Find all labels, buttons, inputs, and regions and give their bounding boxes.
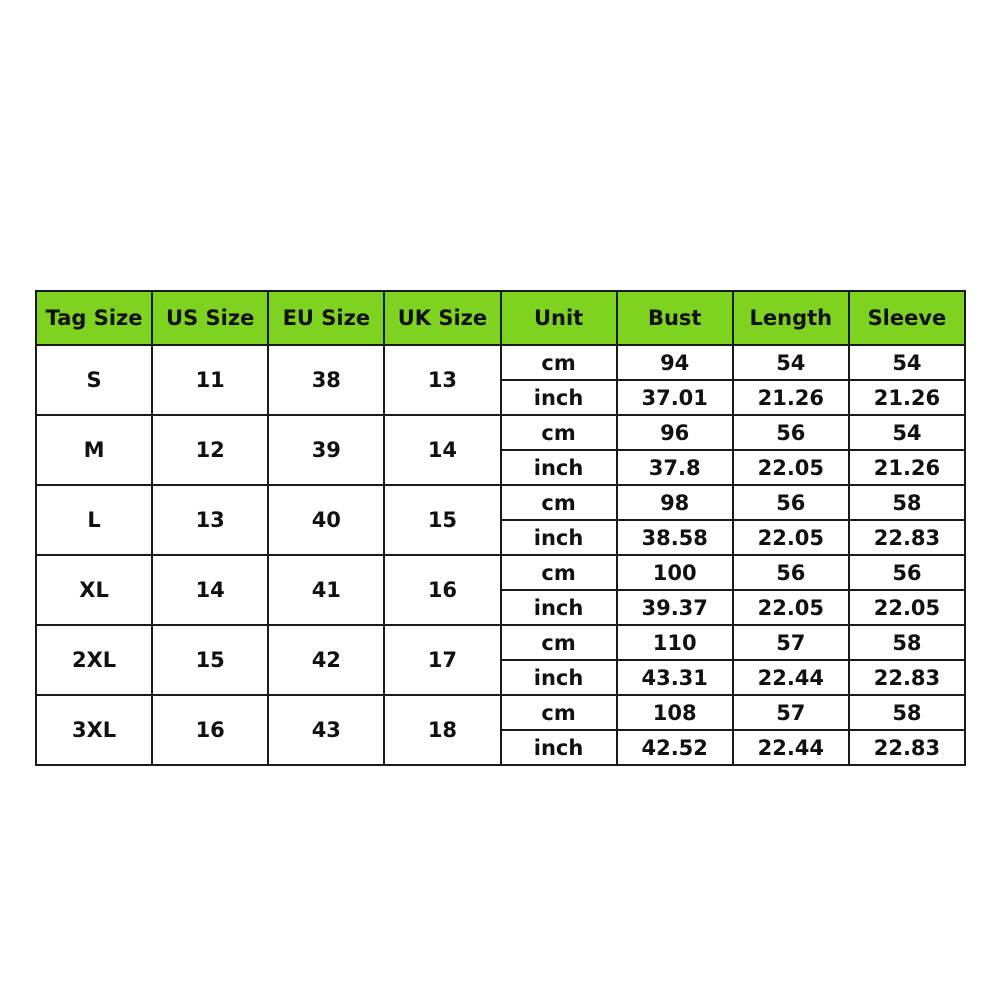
table-row xyxy=(36,625,965,660)
length-cell: 54 xyxy=(733,345,849,380)
unit-cell: cm xyxy=(501,555,617,590)
us-size-cell: 11 xyxy=(152,345,268,415)
table-row xyxy=(36,485,965,520)
unit-cell: cm xyxy=(501,345,617,380)
eu-size-cell: 38 xyxy=(268,345,384,415)
sleeve-header: Sleeve xyxy=(849,291,965,345)
table-row xyxy=(36,345,965,380)
unit-cell: inch xyxy=(501,520,617,555)
tag-size-cell: XL xyxy=(36,555,152,625)
bust-cell: 94 xyxy=(617,345,733,380)
bust-cell: 39.37 xyxy=(617,590,733,625)
sleeve-cell: 22.83 xyxy=(849,520,965,555)
us-size-cell: 13 xyxy=(152,485,268,555)
sleeve-cell: 56 xyxy=(849,555,965,590)
sleeve-cell: 22.05 xyxy=(849,590,965,625)
us-size-cell: 14 xyxy=(152,555,268,625)
uk-size-cell: 18 xyxy=(384,695,500,765)
uk-size-header: UK Size xyxy=(384,291,500,345)
sleeve-cell: 58 xyxy=(849,695,965,730)
length-cell: 57 xyxy=(733,695,849,730)
uk-size-cell: 13 xyxy=(384,345,500,415)
length-cell: 22.05 xyxy=(733,520,849,555)
sleeve-cell: 21.26 xyxy=(849,380,965,415)
length-cell: 56 xyxy=(733,415,849,450)
bust-cell: 43.31 xyxy=(617,660,733,695)
tag-size-cell: 2XL xyxy=(36,625,152,695)
unit-header: Unit xyxy=(501,291,617,345)
tag-size-cell: M xyxy=(36,415,152,485)
eu-size-header: EU Size xyxy=(268,291,384,345)
unit-cell: inch xyxy=(501,450,617,485)
table-row xyxy=(36,555,965,590)
eu-size-cell: 43 xyxy=(268,695,384,765)
unit-cell: cm xyxy=(501,695,617,730)
unit-cell: cm xyxy=(501,415,617,450)
size-chart-table xyxy=(35,290,966,766)
us-size-header: US Size xyxy=(152,291,268,345)
length-cell: 22.44 xyxy=(733,730,849,765)
unit-cell: inch xyxy=(501,660,617,695)
length-cell: 22.44 xyxy=(733,660,849,695)
sleeve-cell: 22.83 xyxy=(849,730,965,765)
tag-size-cell: 3XL xyxy=(36,695,152,765)
bust-cell: 96 xyxy=(617,415,733,450)
sleeve-cell: 54 xyxy=(849,345,965,380)
unit-cell: inch xyxy=(501,590,617,625)
bust-cell: 108 xyxy=(617,695,733,730)
tag-size-cell: L xyxy=(36,485,152,555)
bust-header: Bust xyxy=(617,291,733,345)
tag-size-header: Tag Size xyxy=(36,291,152,345)
unit-cell: inch xyxy=(501,730,617,765)
bust-cell: 42.52 xyxy=(617,730,733,765)
tag-size-cell: S xyxy=(36,345,152,415)
eu-size-cell: 42 xyxy=(268,625,384,695)
bust-cell: 38.58 xyxy=(617,520,733,555)
length-cell: 57 xyxy=(733,625,849,660)
unit-cell: inch xyxy=(501,380,617,415)
sleeve-cell: 54 xyxy=(849,415,965,450)
table-header xyxy=(36,291,965,345)
us-size-cell: 15 xyxy=(152,625,268,695)
us-size-cell: 16 xyxy=(152,695,268,765)
bust-cell: 110 xyxy=(617,625,733,660)
length-cell: 56 xyxy=(733,485,849,520)
uk-size-cell: 14 xyxy=(384,415,500,485)
eu-size-cell: 41 xyxy=(268,555,384,625)
table-row xyxy=(36,695,965,730)
bust-cell: 100 xyxy=(617,555,733,590)
table-body xyxy=(36,345,965,765)
unit-cell: cm xyxy=(501,625,617,660)
length-header: Length xyxy=(733,291,849,345)
eu-size-cell: 39 xyxy=(268,415,384,485)
eu-size-cell: 40 xyxy=(268,485,384,555)
length-cell: 56 xyxy=(733,555,849,590)
bust-cell: 98 xyxy=(617,485,733,520)
uk-size-cell: 16 xyxy=(384,555,500,625)
length-cell: 22.05 xyxy=(733,450,849,485)
sleeve-cell: 22.83 xyxy=(849,660,965,695)
uk-size-cell: 17 xyxy=(384,625,500,695)
sleeve-cell: 21.26 xyxy=(849,450,965,485)
sleeve-cell: 58 xyxy=(849,485,965,520)
header-row xyxy=(36,291,965,345)
length-cell: 22.05 xyxy=(733,590,849,625)
unit-cell: cm xyxy=(501,485,617,520)
length-cell: 21.26 xyxy=(733,380,849,415)
table-row xyxy=(36,415,965,450)
bust-cell: 37.8 xyxy=(617,450,733,485)
bust-cell: 37.01 xyxy=(617,380,733,415)
sleeve-cell: 58 xyxy=(849,625,965,660)
uk-size-cell: 15 xyxy=(384,485,500,555)
us-size-cell: 12 xyxy=(152,415,268,485)
